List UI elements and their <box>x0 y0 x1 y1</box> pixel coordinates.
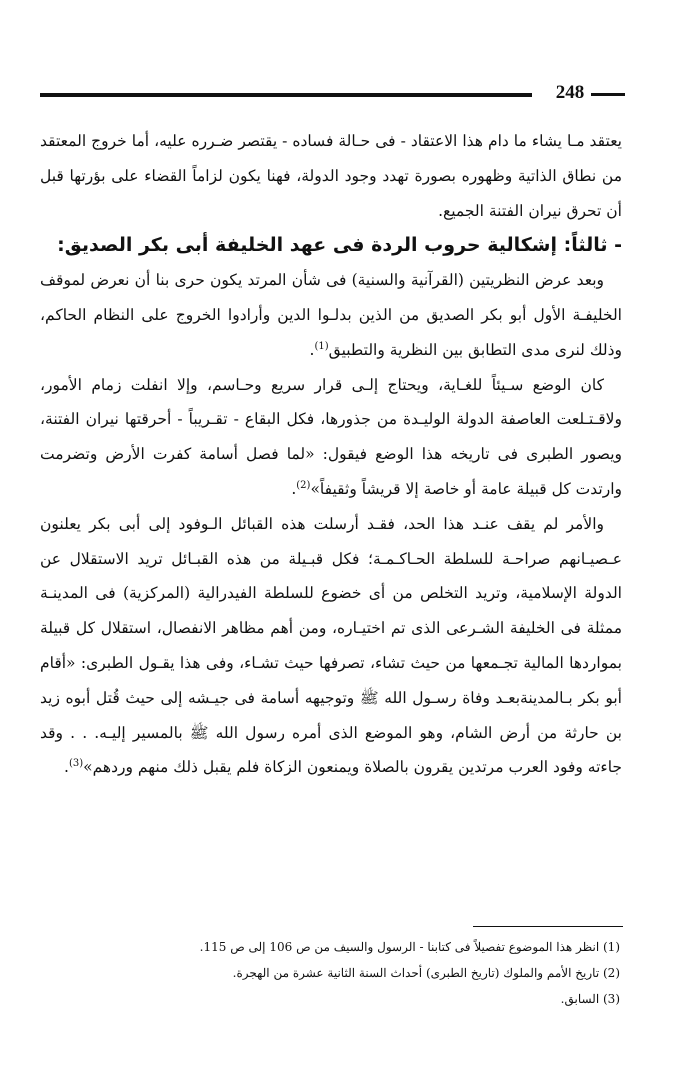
footnotes <box>40 934 620 1012</box>
body-text <box>40 124 622 785</box>
paragraph-2-text: وبعد عرض النظريتين (القرآنية والسنية) فى شأن المرتد يكون حرى بنا أن نعرض لموقف الخليفـة الأول أبو بكر الصديق من الذين بدلـوا الدين وأرادوا الخروج على النظام الحاكم، وذلك لنرى مدى التطابق بين النظرية والتطبيق <box>40 271 622 359</box>
paragraph-3-text: كان الوضع سـيئاً للغـاية، ويحتاج إلـى قرار سريع وحـاسم، وإلا انفلت زمام الأمور، ولاقـتـلعت العاصفة الدولة الوليـدة من جذورها، فكل البقاع - تقـريباً - أحرقتها نيران الفتنة، ويصور الطبرى فى تاريخه هذا الوضع فيقول: «لما فصل أسامة كفرت الأرض وتضرمت وارتدت كل قبيلة عامة أو خاصة إلا قريشاً وثقيفاً» <box>40 375 622 498</box>
header-rule-left <box>40 93 532 97</box>
paragraph-1: يعتقد مـا يشاء ما دام هذا الاعتقاد - فى حـالة فساده - يقتصر ضـرره عليه، أما خروج المعتقد من نطاق الذاتية وظهوره بصورة تهدد وجود الدولة، فهنا يكون لزاماً القضاء على بؤرتها قبل أن تحرق نيران الفتنة الجميع. <box>40 132 622 220</box>
page-header <box>40 82 625 106</box>
header-rule-right <box>591 93 625 96</box>
paragraph-4-text: والأمر لم يقف عنـد هذا الحد، فقـد أرسلت هذه القبائل الـوفود إلى أبى بكر يعلنون عـصيـانهم صراحـة للسلطة الحـاكـمـة؛ فكل قبـيلة من هذه القبـائل تريد الاستقلال عن الدولة الإسلامية، وتريد التخلص من أى خضوع للسلطة الفيدرالية (المركزية) فى المدينـة ممثلة فى الخليفة الشـرعى الذى تم اختيـاره، ومن أهم مظاهر الانفصال، استقلال كل قبيلة بمواردها المالية تجـمعها من حيث تشاء، تصرفها حيث تشـاء، وفى هذا يقـول الطبرى: «أقام أبو بكر بـالمدينةبعـد وفاة رسـول الله ﷺ وتوجيهه أسامة فى جيـشه إلى حيث قُتل أبوه زيد بن حارثة من أرض الشام، وهو الموضع الذى أمره رسول الله ﷺ بالمسير إليـه. . . وقد جاءته وفود العرب مرتدين يقرون بالصلاة ويمنعون الزكاة فلم يقبل ذلك منهم وردهم» <box>40 514 622 777</box>
footnote-1: (1) انظر هذا الموضوع تفصيلاً فى كتابنا - الرسول والسيف من ص 106 إلى ص 115. <box>199 940 620 954</box>
section-heading: - ثالثاً: إشكالية حروب الردة فى عهد الخليفة أبى بكر الصديق: <box>57 234 622 257</box>
footnote-separator <box>473 926 623 927</box>
paragraph-2: وبعد عرض النظريتين (القرآنية والسنية) فى شأن المرتد يكون حرى بنا أن نعرض لموقف الخليفـة الأول أبو بكر الصديق من الذين بدلـوا الدين وأرادوا الخروج على النظام الحاكم، وذلك لنرى مدى التطابق بين النظرية والتطبيق$^{(1)}$. <box>40 271 622 359</box>
footnote-2: (2) تاريخ الأمم والملوك (تاريخ الطبرى) أحداث السنة الثانية عشرة من الهجرة. <box>232 966 620 980</box>
footnote-marker-1[interactable]: (1) <box>314 340 329 352</box>
footnote-3: (3) السابق. <box>560 992 620 1006</box>
footnote-marker-3[interactable]: (3) <box>68 758 84 770</box>
page-number: 248 <box>555 82 585 103</box>
paragraph-4: والأمر لم يقف عنـد هذا الحد، فقـد أرسلت هذه القبائل الـوفود إلى أبى بكر يعلنون عـصيـانهم صراحـة للسلطة الحـاكـمـة؛ فكل قبـيلة من هذه القبـائل تريد الاستقلال عن الدولة الإسلامية، وتريد التخلص من أى خضوع للسلطة الفيدرالية (المركزية) فى المدينـة ممثلة فى الخليفة الشـرعى الذى تم اختيـاره، ومن أهم مظاهر الانفصال، استقلال كل قبيلة بمواردها المالية تجـمعها من حيث تشاء، تصرفها حيث تشـاء، وفى هذا يقـول الطبرى: «أقام أبو بكر بـالمدينةبعـد وفاة رسـول الله ﷺ وتوجيهه أسامة فى جيـشه إلى حيث قُتل أبوه زيد بن حارثة من أرض الشام، وهو الموضع الذى أمره رسول الله ﷺ بالمسير إليـه. . . وقد جاءته وفود العرب مرتدين يقرون بالصلاة ويمنعون الزكاة فلم يقبل ذلك منهم وردهم»$^{(3)}$. <box>40 514 622 777</box>
footnote-marker-2[interactable]: (2) <box>296 479 311 491</box>
paragraph-3: كان الوضع سـيئاً للغـاية، ويحتاج إلـى قرار سريع وحـاسم، وإلا انفلت زمام الأمور، ولاقـتـلعت العاصفة الدولة الوليـدة من جذورها، فكل البقاع - تقـريباً - أحرقتها نيران الفتنة، ويصور الطبرى فى تاريخه هذا الوضع فيقول: «لما فصل أسامة كفرت الأرض وتضرمت وارتدت كل قبيلة عامة أو خاصة إلا قريشاً وثقيفاً»$^{(2)}$. <box>40 375 622 498</box>
